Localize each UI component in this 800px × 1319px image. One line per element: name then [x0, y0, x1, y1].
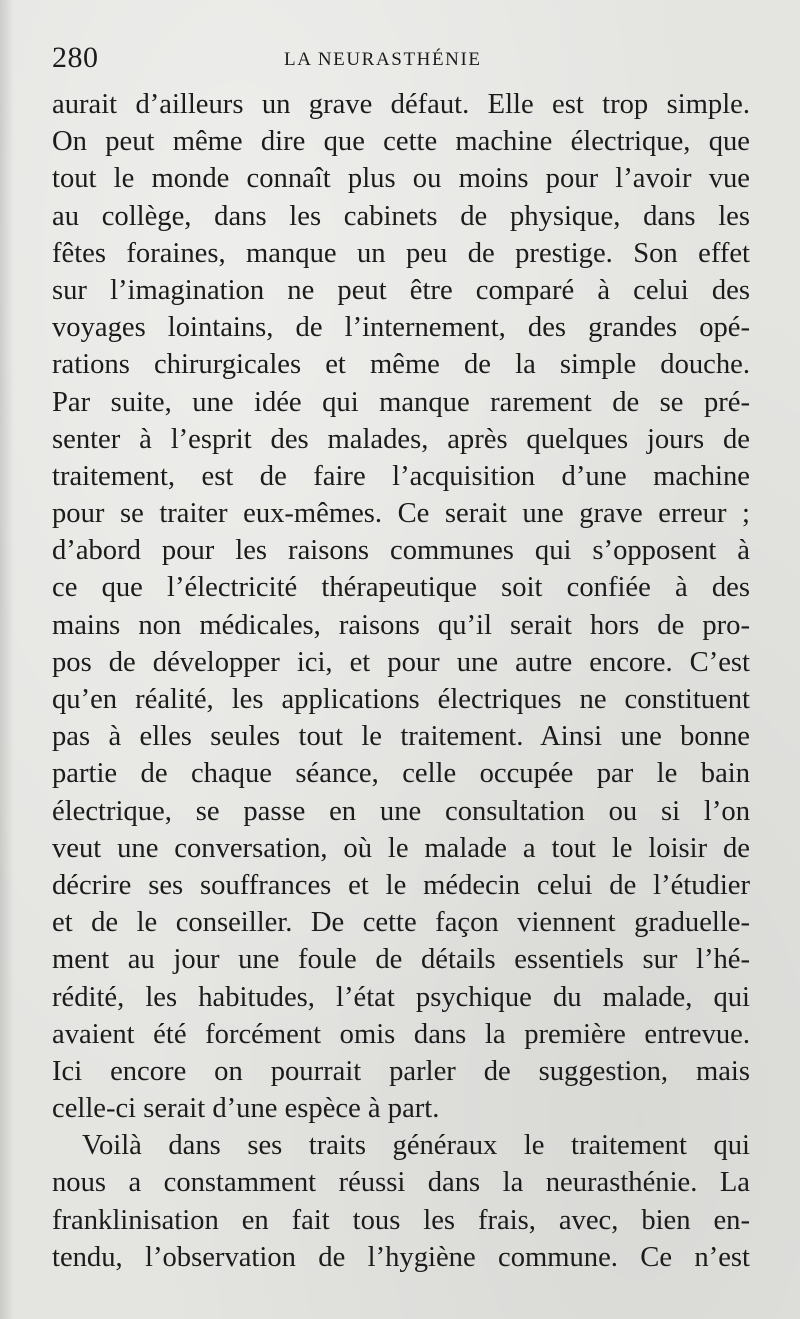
- text-line: et de le conseiller. De cette façon viennent graduelle-: [52, 907, 750, 939]
- text-line: partie de chaque séance, celle occupée par le bain: [52, 758, 750, 790]
- text-line: On peut même dire que cette machine électrique, que: [52, 126, 750, 158]
- text-line: nous a constamment réussi dans la neurasthénie. La: [52, 1167, 750, 1199]
- text-line: au collège, dans les cabinets de physique, dans les: [52, 200, 750, 232]
- text-line: senter à l’esprit des malades, après quelques jours de: [52, 423, 750, 455]
- text-line: ce que l’électricité thérapeutique soit confiée à des: [52, 572, 750, 604]
- text-line: avaient été forcément omis dans la première entrevue.: [52, 1018, 750, 1050]
- page-header: [52, 38, 748, 78]
- text-line: franklinisation en fait tous les frais, avec, bien en-: [52, 1204, 750, 1236]
- text-line: sur l’imagination ne peut être comparé à celui des: [52, 274, 750, 306]
- text-line: décrire ses souffrances et le médecin celui de l’étudier: [52, 869, 750, 901]
- text-line: tout le monde connaît plus ou moins pour l’avoir vue: [52, 163, 750, 195]
- text-line: veut une conversation, où le malade a tout le loisir de: [52, 832, 750, 864]
- text-line: fêtes foraines, manque un peu de prestige. Son effet: [52, 237, 750, 269]
- text-line: voyages lointains, de l’internement, des grandes opé-: [52, 312, 750, 344]
- text-line: aurait d’ailleurs un grave défaut. Elle est trop simple.: [52, 89, 750, 120]
- text-line: pour se traiter eux-mêmes. Ce serait une grave erreur ;: [52, 498, 750, 530]
- text-line-paragraph-start: Voilà dans ses traits généraux le traitement qui: [82, 1130, 750, 1162]
- text-line: qu’en réalité, les applications électriques ne constituent: [52, 684, 750, 715]
- text-line: d’abord pour les raisons communes qui s’opposent à: [52, 535, 750, 567]
- running-head: LA NEURASTHÉNIE: [284, 49, 482, 70]
- text-line: Ici encore on pourrait parler de suggestion, mais: [52, 1055, 750, 1087]
- text-line: tendu, l’observation de l’hygiène commune. Ce n’est: [52, 1241, 750, 1273]
- text-line: pas à elles seules tout le traitement. Ainsi une bonne: [52, 721, 750, 753]
- text-line: pos de développer ici, et pour une autre encore. C’est: [52, 646, 750, 678]
- page-number: 280: [52, 41, 99, 74]
- page-edge-shadow: [0, 0, 14, 1319]
- text-line: rédité, les habitudes, l’état psychique du malade, qui: [52, 981, 750, 1013]
- text-line: électrique, se passe en une consultation ou si l’on: [52, 795, 750, 827]
- text-line: traitement, est de faire l’acquisition d’une machine: [52, 460, 750, 492]
- text-line-paragraph-end: celle-ci serait d’une espèce à part.: [52, 1093, 440, 1125]
- text-line: mains non médicales, raisons qu’il serait hors de pro-: [52, 609, 750, 641]
- body-text: [52, 86, 750, 1276]
- text-line: ment au jour une foule de détails essentiels sur l’hé-: [52, 944, 750, 976]
- text-line: Par suite, une idée qui manque rarement de se pré-: [52, 386, 750, 418]
- text-line: rations chirurgicales et même de la simple douche.: [52, 349, 750, 381]
